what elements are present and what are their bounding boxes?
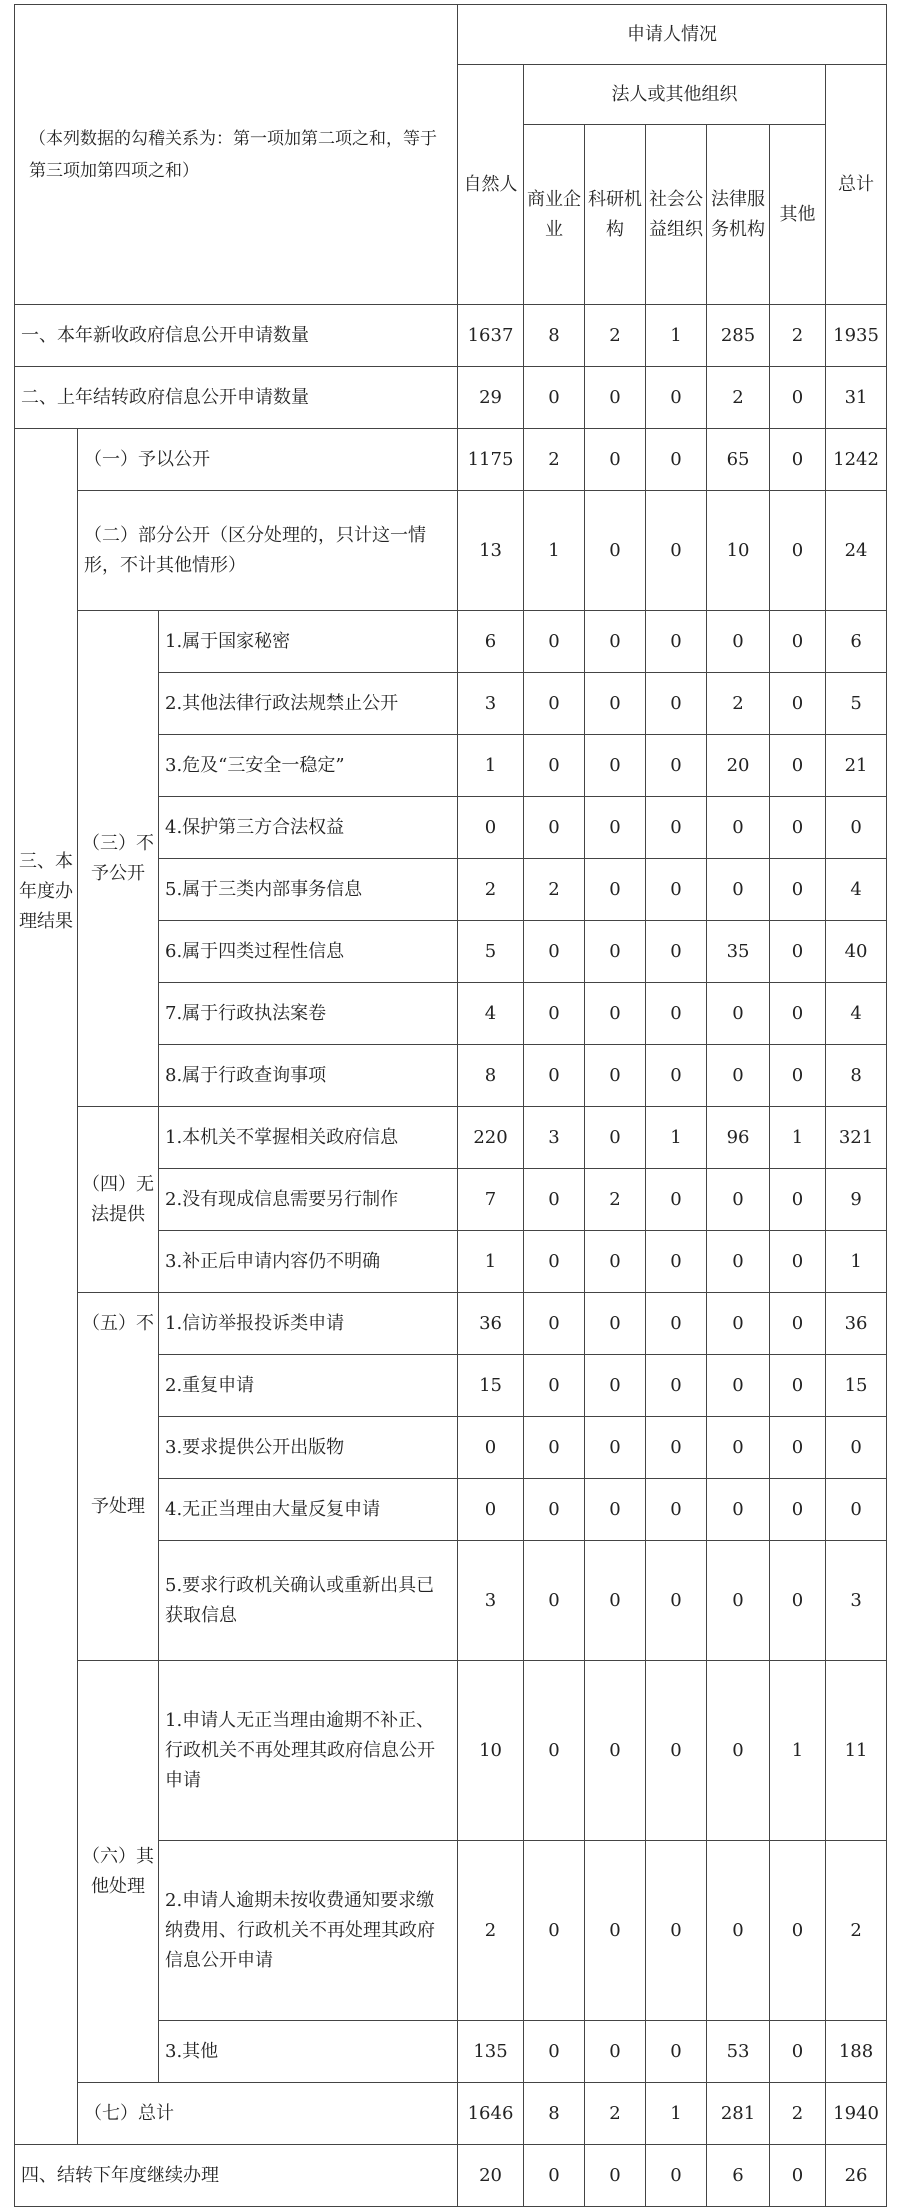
header-applicant: 申请人情况	[458, 5, 887, 65]
value-cell: 8	[458, 1045, 524, 1107]
value-cell: 0	[770, 491, 826, 611]
value-cell: 0	[585, 2021, 646, 2083]
value-cell: 21	[826, 735, 887, 797]
row-label: 1.本机关不掌握相关政府信息	[159, 1107, 458, 1169]
value-cell: 0	[707, 1355, 770, 1417]
row-label: 四、结转下年度继续办理	[15, 2145, 458, 2207]
value-cell: 0	[646, 983, 707, 1045]
value-cell: 1	[524, 491, 585, 611]
value-cell: 0	[585, 1479, 646, 1541]
value-cell: 10	[458, 1661, 524, 1841]
value-cell: 0	[770, 1045, 826, 1107]
value-cell: 6	[458, 611, 524, 673]
value-cell: 0	[770, 1169, 826, 1231]
value-cell: 0	[826, 797, 887, 859]
value-cell: 65	[707, 429, 770, 491]
value-cell: 0	[707, 1841, 770, 2021]
value-cell: 10	[707, 491, 770, 611]
value-cell: 0	[646, 429, 707, 491]
value-cell: 0	[646, 611, 707, 673]
value-cell: 0	[770, 1355, 826, 1417]
value-cell: 0	[770, 673, 826, 735]
value-cell: 0	[770, 1231, 826, 1293]
value-cell: 4	[826, 983, 887, 1045]
value-cell: 0	[646, 797, 707, 859]
value-cell: 2	[826, 1841, 887, 2021]
value-cell: 0	[826, 1417, 887, 1479]
value-cell: 2	[707, 367, 770, 429]
value-cell: 0	[646, 1417, 707, 1479]
value-cell: 0	[770, 1479, 826, 1541]
row-label: 3.危及“三安全一稳定”	[159, 735, 458, 797]
value-cell: 0	[770, 1417, 826, 1479]
table-row	[15, 305, 887, 367]
table-row	[15, 2145, 887, 2207]
value-cell: 0	[770, 1293, 826, 1355]
table-row	[15, 367, 887, 429]
value-cell: 321	[826, 1107, 887, 1169]
row-label: 1.属于国家秘密	[159, 611, 458, 673]
header-note: （本列数据的勾稽关系为：第一项加第二项之和，等于第三项加第四项之和）	[15, 5, 458, 305]
subgroup-label-continued: 予处理	[78, 1355, 159, 1661]
header-social: 社会公益组织	[646, 125, 707, 305]
value-cell: 0	[524, 921, 585, 983]
value-cell: 96	[707, 1107, 770, 1169]
value-cell: 1242	[826, 429, 887, 491]
value-cell: 0	[646, 1841, 707, 2021]
row-label: （二）部分公开（区分处理的，只计这一情形，不计其他情形）	[78, 491, 458, 611]
value-cell: 4	[458, 983, 524, 1045]
value-cell: 9	[826, 1169, 887, 1231]
value-cell: 0	[646, 1355, 707, 1417]
value-cell: 0	[707, 1479, 770, 1541]
value-cell: 0	[524, 1231, 585, 1293]
value-cell: 1	[770, 1661, 826, 1841]
value-cell: 2	[458, 1841, 524, 2021]
row-label: 2.重复申请	[159, 1355, 458, 1417]
row-label: 2.申请人逾期未按收费通知要求缴纳费用、行政机关不再处理其政府信息公开申请	[159, 1841, 458, 2021]
value-cell: 2	[524, 429, 585, 491]
value-cell: 285	[707, 305, 770, 367]
value-cell: 0	[524, 1541, 585, 1661]
row-label: 3.补正后申请内容仍不明确	[159, 1231, 458, 1293]
header-other: 其他	[770, 125, 826, 305]
value-cell: 0	[646, 921, 707, 983]
value-cell: 0	[707, 1541, 770, 1661]
value-cell: 35	[707, 921, 770, 983]
value-cell: 0	[585, 611, 646, 673]
value-cell: 0	[585, 1355, 646, 1417]
value-cell: 36	[826, 1293, 887, 1355]
value-cell: 0	[524, 735, 585, 797]
value-cell: 0	[585, 859, 646, 921]
value-cell: 2	[770, 2083, 826, 2145]
row-label: 1.信访举报投诉类申请	[159, 1293, 458, 1355]
row-label: 3.其他	[159, 2021, 458, 2083]
value-cell: 24	[826, 491, 887, 611]
value-cell: 1	[770, 1107, 826, 1169]
value-cell: 1	[458, 735, 524, 797]
value-cell: 0	[524, 611, 585, 673]
value-cell: 15	[826, 1355, 887, 1417]
value-cell: 0	[585, 367, 646, 429]
value-cell: 0	[585, 1541, 646, 1661]
value-cell: 0	[707, 1293, 770, 1355]
table-row	[15, 1661, 887, 1841]
value-cell: 29	[458, 367, 524, 429]
row-label: 3.要求提供公开出版物	[159, 1417, 458, 1479]
value-cell: 2	[585, 1169, 646, 1231]
group-label: 三、本年度办理结果	[15, 429, 78, 1355]
value-cell: 1940	[826, 2083, 887, 2145]
header-total: 总计	[826, 65, 887, 305]
value-cell: 2	[707, 673, 770, 735]
value-cell: 3	[458, 1541, 524, 1661]
value-cell: 0	[524, 1841, 585, 2021]
value-cell: 0	[646, 367, 707, 429]
header-legal: 法人或其他组织	[524, 65, 826, 125]
value-cell: 0	[770, 859, 826, 921]
value-cell: 0	[524, 1661, 585, 1841]
value-cell: 0	[770, 429, 826, 491]
value-cell: 0	[458, 1479, 524, 1541]
value-cell: 0	[646, 1169, 707, 1231]
value-cell: 1935	[826, 305, 887, 367]
subgroup-label: （三）不予公开	[78, 611, 159, 1107]
value-cell: 0	[770, 611, 826, 673]
value-cell: 0	[585, 1107, 646, 1169]
value-cell: 0	[770, 921, 826, 983]
value-cell: 281	[707, 2083, 770, 2145]
value-cell: 220	[458, 1107, 524, 1169]
value-cell: 0	[585, 429, 646, 491]
value-cell: 36	[458, 1293, 524, 1355]
value-cell: 0	[585, 673, 646, 735]
value-cell: 1637	[458, 305, 524, 367]
value-cell: 0	[770, 367, 826, 429]
value-cell: 0	[524, 1417, 585, 1479]
row-label: 一、本年新收政府信息公开申请数量	[15, 305, 458, 367]
value-cell: 0	[707, 859, 770, 921]
table-row	[15, 1293, 887, 1355]
value-cell: 1	[458, 1231, 524, 1293]
value-cell: 0	[707, 1661, 770, 1841]
value-cell: 0	[646, 2021, 707, 2083]
value-cell: 20	[458, 2145, 524, 2207]
row-label: 2.其他法律行政法规禁止公开	[159, 673, 458, 735]
table-row	[15, 1107, 887, 1169]
value-cell: 188	[826, 2021, 887, 2083]
value-cell: 2	[458, 859, 524, 921]
value-cell: 0	[585, 1293, 646, 1355]
value-cell: 8	[524, 305, 585, 367]
value-cell: 20	[707, 735, 770, 797]
value-cell: 0	[646, 1231, 707, 1293]
value-cell: 2	[770, 305, 826, 367]
value-cell: 0	[524, 2145, 585, 2207]
value-cell: 0	[646, 673, 707, 735]
header-research: 科研机构	[585, 125, 646, 305]
value-cell: 0	[646, 1293, 707, 1355]
value-cell: 0	[585, 921, 646, 983]
value-cell: 0	[524, 673, 585, 735]
value-cell: 7	[458, 1169, 524, 1231]
value-cell: 15	[458, 1355, 524, 1417]
value-cell: 0	[707, 983, 770, 1045]
value-cell: 0	[646, 735, 707, 797]
value-cell: 53	[707, 2021, 770, 2083]
value-cell: 11	[826, 1661, 887, 1841]
subgroup-label: （六）其他处理	[78, 1661, 159, 2083]
value-cell: 5	[826, 673, 887, 735]
row-label: 4.保护第三方合法权益	[159, 797, 458, 859]
row-label: 二、上年结转政府信息公开申请数量	[15, 367, 458, 429]
value-cell: 0	[646, 2145, 707, 2207]
value-cell: 0	[524, 2021, 585, 2083]
value-cell: 0	[770, 1541, 826, 1661]
value-cell: 0	[585, 2145, 646, 2207]
value-cell: 0	[707, 1231, 770, 1293]
value-cell: 1646	[458, 2083, 524, 2145]
value-cell: 0	[458, 1417, 524, 1479]
table-row	[15, 491, 887, 611]
row-label: （七）总计	[78, 2083, 458, 2145]
value-cell: 6	[826, 611, 887, 673]
value-cell: 3	[458, 673, 524, 735]
value-cell: 3	[826, 1541, 887, 1661]
table-row	[15, 429, 887, 491]
group-label-continued	[15, 1355, 78, 2145]
value-cell: 0	[585, 1417, 646, 1479]
value-cell: 2	[585, 305, 646, 367]
disclosure-statistics-table	[14, 4, 887, 2207]
value-cell: 0	[770, 983, 826, 1045]
value-cell: 0	[646, 1661, 707, 1841]
value-cell: 0	[585, 983, 646, 1045]
subgroup-label: （五）不	[78, 1293, 159, 1355]
value-cell: 0	[770, 2145, 826, 2207]
value-cell: 0	[585, 1841, 646, 2021]
value-cell: 0	[585, 797, 646, 859]
header-law: 法律服务机构	[707, 125, 770, 305]
value-cell: 0	[707, 1045, 770, 1107]
value-cell: 0	[646, 859, 707, 921]
value-cell: 1175	[458, 429, 524, 491]
table-row	[15, 611, 887, 673]
value-cell: 0	[524, 1045, 585, 1107]
value-cell: 1	[646, 305, 707, 367]
value-cell: 40	[826, 921, 887, 983]
value-cell: 0	[524, 797, 585, 859]
value-cell: 0	[707, 1417, 770, 1479]
value-cell: 0	[646, 1479, 707, 1541]
value-cell: 0	[585, 1231, 646, 1293]
value-cell: 4	[826, 859, 887, 921]
value-cell: 0	[524, 1355, 585, 1417]
value-cell: 0	[524, 1169, 585, 1231]
value-cell: 0	[524, 1293, 585, 1355]
row-label: 1.申请人无正当理由逾期不补正、行政机关不再处理其政府信息公开申请	[159, 1661, 458, 1841]
value-cell: 0	[585, 1045, 646, 1107]
value-cell: 0	[585, 491, 646, 611]
row-label: 8.属于行政查询事项	[159, 1045, 458, 1107]
value-cell: 0	[585, 735, 646, 797]
value-cell: 0	[524, 1479, 585, 1541]
row-label: 5.属于三类内部事务信息	[159, 859, 458, 921]
subgroup-label: （四）无法提供	[78, 1107, 159, 1293]
value-cell: 0	[646, 491, 707, 611]
value-cell: 135	[458, 2021, 524, 2083]
value-cell: 0	[770, 1841, 826, 2021]
table-row	[15, 1355, 887, 1417]
value-cell: 6	[707, 2145, 770, 2207]
value-cell: 0	[646, 1541, 707, 1661]
value-cell: 2	[585, 2083, 646, 2145]
value-cell: 0	[524, 367, 585, 429]
value-cell: 26	[826, 2145, 887, 2207]
row-label: 7.属于行政执法案卷	[159, 983, 458, 1045]
row-label: 4.无正当理由大量反复申请	[159, 1479, 458, 1541]
value-cell: 2	[524, 859, 585, 921]
value-cell: 0	[707, 797, 770, 859]
value-cell: 0	[585, 1661, 646, 1841]
value-cell: 31	[826, 367, 887, 429]
value-cell: 8	[826, 1045, 887, 1107]
value-cell: 0	[707, 611, 770, 673]
value-cell: 0	[826, 1479, 887, 1541]
value-cell: 0	[770, 797, 826, 859]
value-cell: 1	[826, 1231, 887, 1293]
value-cell: 0	[524, 983, 585, 1045]
row-label: （一）予以公开	[78, 429, 458, 491]
value-cell: 8	[524, 2083, 585, 2145]
table-row	[15, 2083, 887, 2145]
row-label: 2.没有现成信息需要另行制作	[159, 1169, 458, 1231]
value-cell: 0	[458, 797, 524, 859]
value-cell: 0	[646, 1045, 707, 1107]
value-cell: 13	[458, 491, 524, 611]
value-cell: 3	[524, 1107, 585, 1169]
value-cell: 0	[770, 735, 826, 797]
value-cell: 5	[458, 921, 524, 983]
row-label: 6.属于四类过程性信息	[159, 921, 458, 983]
header-natural: 自然人	[458, 65, 524, 305]
header-commercial: 商业企业	[524, 125, 585, 305]
value-cell: 0	[707, 1169, 770, 1231]
value-cell: 0	[770, 2021, 826, 2083]
value-cell: 1	[646, 2083, 707, 2145]
row-label: 5.要求行政机关确认或重新出具已获取信息	[159, 1541, 458, 1661]
value-cell: 1	[646, 1107, 707, 1169]
